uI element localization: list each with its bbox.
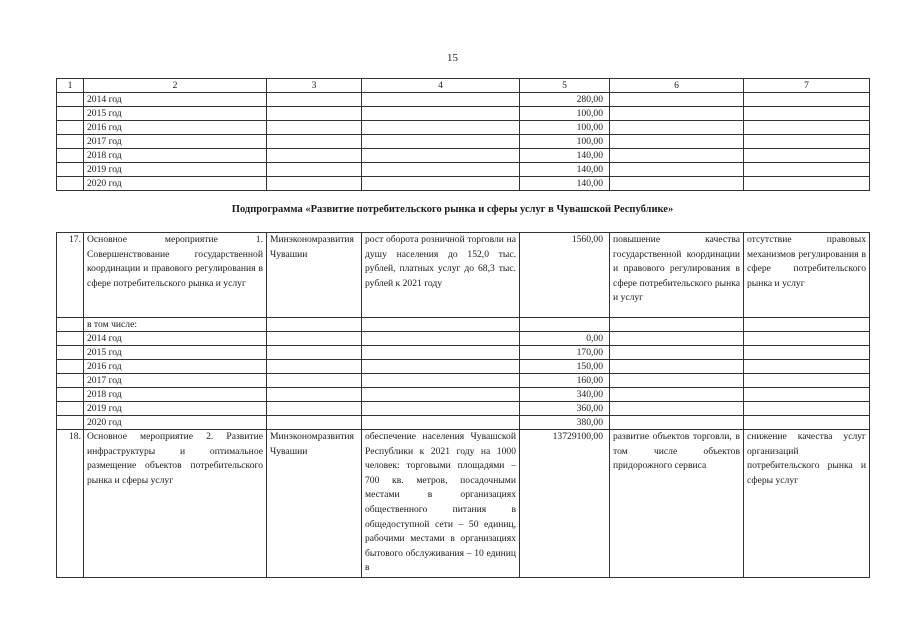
year-cell: 2014 год [84,93,267,107]
table-row [57,402,870,416]
value-cell: 160,00 [520,374,610,388]
value-cell: 170,00 [520,346,610,360]
expected-result: повышение качества государственной координации и правового регулирования в сфере потребительского рынка и услуг [610,233,744,318]
subprogram-title: Подпрограмма «Развитие потребительского рынка и сферы услуг в Чувашской Республике» [231,204,674,215]
table-row [57,93,870,107]
amount: 13729100,00 [520,430,610,578]
value-cell: 140,00 [520,163,610,177]
value-cell: 140,00 [520,177,610,191]
value-cell: 380,00 [520,416,610,430]
year-cell: 2016 год [84,121,267,135]
executor: Минэкономразвития Чувашии [267,430,362,578]
col-header: 5 [520,79,610,93]
table-row [57,107,870,121]
col-header: 3 [267,79,362,93]
table-row [57,346,870,360]
table-row [57,416,870,430]
year-cell: 2018 год [84,149,267,163]
table-row [57,135,870,149]
col-header: 7 [744,79,870,93]
table-row [57,177,870,191]
table-row [57,332,870,346]
subprogram-table [56,232,870,578]
col-header: 6 [610,79,744,93]
risk: отсутствие правовых механизмов регулирования в сфере потребительского рынка и услуг [744,233,870,318]
indicator: обеспечение населения Чувашской Республики к 2021 году на 1000 человек: торговыми площадями – 700 кв. метров, посадочными местами в организациях общественного питания в общедоступной сети – 50 единиц, рабочими местами в организациях бытового обслуживания – 10 единиц в [362,430,520,578]
year-cell: 2014 год [84,332,267,346]
amount: 1560,00 [520,233,610,318]
value-cell: 100,00 [520,121,610,135]
col-header: 2 [84,79,267,93]
table-row [57,318,870,332]
table-row [57,388,870,402]
value-cell: 0,00 [520,332,610,346]
value-cell: 360,00 [520,402,610,416]
row-index: 18. [57,430,84,578]
activity-name: Основное мероприятие 2. Развитие инфраструктуры и оптимальное размещение объектов потребительского рынка и сферы услуг [84,430,267,578]
table-row [57,149,870,163]
table-row [57,233,870,318]
indicator: рост оборота розничной торговли на душу населения до 152,0 тыс. рублей, платных услуг до 68,3 тыс. рублей к 2021 году [362,233,520,318]
table-row [57,121,870,135]
table-row [57,360,870,374]
page-number: 15 [447,52,458,64]
value-cell: 100,00 [520,107,610,121]
expected-result: развитие объектов торговли, в том числе объектов придорожного сервиса [610,430,744,578]
row-index: 17. [57,233,84,318]
col-header: 1 [57,79,84,93]
risk: снижение качества услуг организаций потребительского рынка и сферы услуг [744,430,870,578]
year-cell: 2019 год [84,163,267,177]
year-cell: 2016 год [84,360,267,374]
table-row [57,374,870,388]
table-row [57,163,870,177]
year-cell: 2017 год [84,135,267,149]
including-label: в том числе: [84,318,267,332]
value-cell: 100,00 [520,135,610,149]
year-cell: 2015 год [84,346,267,360]
column-number-row [57,79,870,93]
top-table [56,78,870,191]
executor: Минэкономразвития Чувашии [267,233,362,318]
value-cell: 150,00 [520,360,610,374]
year-cell: 2020 год [84,416,267,430]
year-cell: 2020 год [84,177,267,191]
year-cell: 2017 год [84,374,267,388]
year-cell: 2019 год [84,402,267,416]
table-row [57,430,870,578]
value-cell: 140,00 [520,149,610,163]
year-cell: 2018 год [84,388,267,402]
year-cell: 2015 год [84,107,267,121]
value-cell: 280,00 [520,93,610,107]
activity-name: Основное мероприятие 1. Совершенствование государственной координации и правового регулирования в сфере потребительского рынка и услуг [84,233,267,318]
col-header: 4 [362,79,520,93]
value-cell: 340,00 [520,388,610,402]
